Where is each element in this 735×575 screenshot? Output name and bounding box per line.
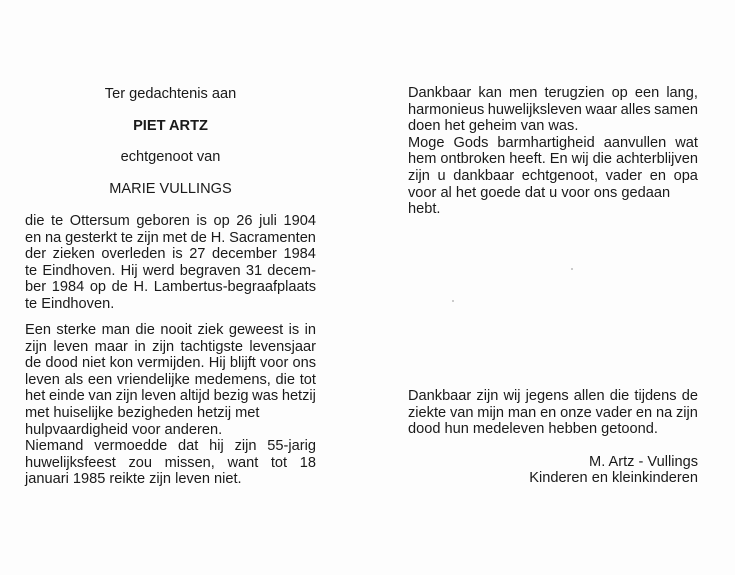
text-line: voor al het goede dat u voor ons gedaan hebt. bbox=[408, 184, 671, 218]
text-line: Dankbaar zijn wij jegens allen die tijdens de bbox=[408, 388, 698, 404]
signature-name: M. Artz - Vullings bbox=[589, 453, 698, 470]
text-line: die te Ottersum geboren is op 26 juli 1904 bbox=[25, 213, 316, 229]
spouse-name: MARIE VULLINGS bbox=[109, 181, 232, 197]
text-line: leven als een vriendelijke medemens, die tot bbox=[25, 371, 316, 388]
text-line: januari 1985 reikte zijn leven niet. bbox=[25, 471, 242, 488]
intro-line: Ter gedachtenis aan bbox=[104, 86, 237, 102]
right-top-panel bbox=[408, 85, 698, 218]
text-line: dood hun medeleven hebben getoond. bbox=[408, 421, 658, 438]
text-line: hulpvaardigheid voor anderen. bbox=[25, 421, 223, 438]
tribute-paragraph bbox=[25, 322, 316, 488]
text-line: Dankbaar kan men terugzien op een lang, bbox=[408, 85, 698, 101]
text-line: ber 1984 op de H. Lambertus-begraafplaats bbox=[25, 279, 316, 296]
signature-family: Kinderen en kleinkinderen bbox=[529, 470, 698, 487]
text-line: Niemand vermoedde dat hij zijn 55-jarig bbox=[25, 438, 316, 455]
speck bbox=[571, 268, 573, 270]
text-line: der zieken overleden is 27 december 1984 bbox=[25, 246, 316, 263]
text-line: het einde van zijn leven altijd bezig was hetzij bbox=[25, 388, 316, 405]
text-line: huwelijksfeest zou missen, want tot 18 bbox=[25, 454, 316, 471]
text-line: en na gesterkt te zijn met de H. Sacramenten bbox=[25, 229, 316, 246]
text-line: harmonieus huwelijksleven waar alles samen bbox=[408, 101, 698, 118]
text-line: zijn u dankbaar echtgenoot, vader en opa bbox=[408, 167, 698, 184]
text-line: Een sterke man die nooit ziek geweest is in bbox=[25, 322, 316, 338]
text-line: de dood niet kon vermijden. Hij blijft voor ons bbox=[25, 355, 316, 372]
text-line-justified: met huiselijke bezigheden hetzij met bbox=[25, 404, 260, 421]
text-line: te Eindhoven. bbox=[25, 295, 115, 312]
deceased-name: PIET ARTZ bbox=[133, 118, 208, 134]
relation-line: echtgenoot van bbox=[120, 149, 221, 165]
text-line: te Eindhoven. Hij werd begraven 31 decem- bbox=[25, 262, 316, 279]
right-bottom-panel bbox=[408, 388, 698, 487]
speck bbox=[452, 300, 454, 302]
text-line: doen het geheim van was. bbox=[408, 118, 579, 135]
biography-paragraph bbox=[25, 213, 316, 313]
text-line bbox=[25, 405, 316, 422]
text-line: Moge Gods barmhartigheid aanvullen wat bbox=[408, 134, 698, 151]
text-line: hem ontbroken heeft. En wij die achterblijven bbox=[408, 151, 698, 168]
text-line: zijn leven maar in zijn tachtigste levensjaar bbox=[25, 338, 316, 355]
text-line: ziekte van mijn man en onze vader en na zijn bbox=[408, 404, 698, 421]
